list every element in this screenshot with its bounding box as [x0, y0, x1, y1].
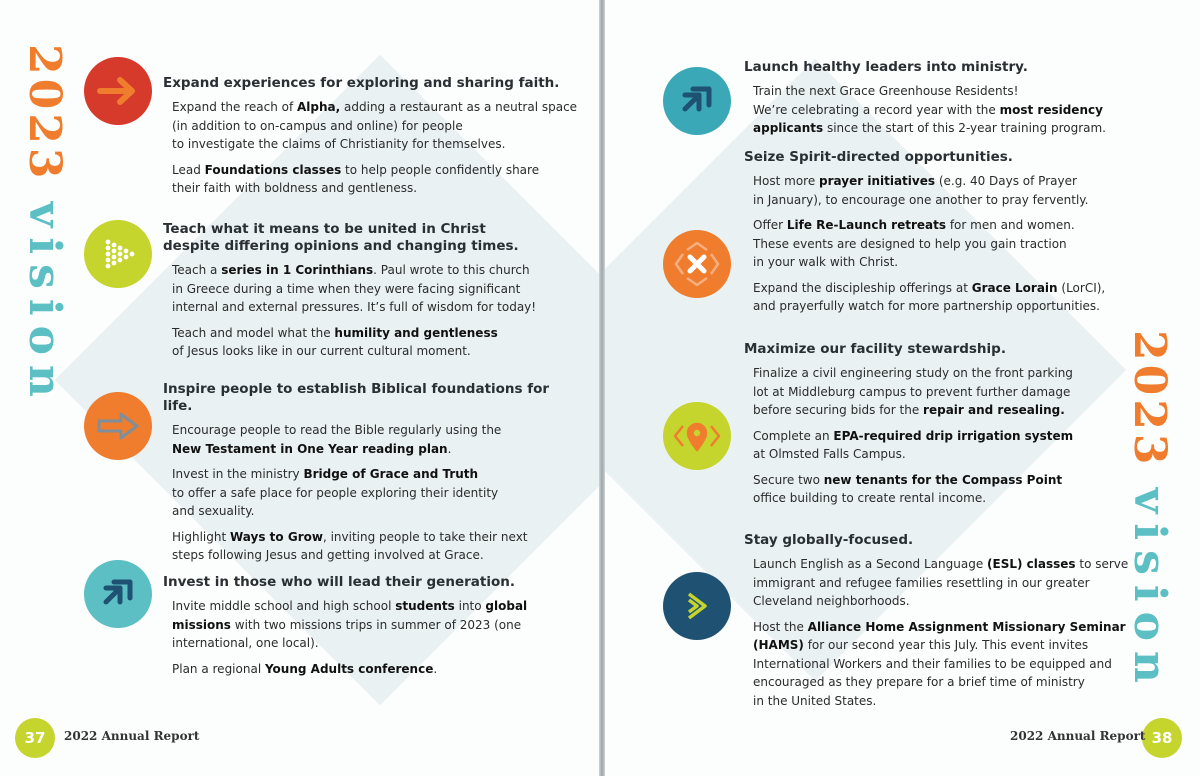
cross-chevrons-icon [663, 230, 731, 298]
highlight-text: EPA-required drip irrigation system [833, 428, 1074, 443]
highlight-text: students [395, 599, 455, 613]
title-word: vision [19, 201, 70, 407]
left-section-1-paragraph-2: Lead Foundations classes to help people confidently share their faith with boldness and gentleness. [172, 162, 540, 195]
right-page [605, 0, 1200, 776]
title-word: vision [1124, 487, 1175, 693]
left-section-2 [163, 221, 583, 368]
right-section-2 [744, 149, 1164, 323]
left-section-3-heading: Inspire people to establish Biblical foundations for life. [163, 381, 550, 414]
right-section-3 [744, 341, 1164, 515]
left-section-3-paragraph-3: Highlight Ways to Grow, inviting people to take their next steps following Jesus and getting involved at Grace. [172, 529, 528, 562]
location-pin-icon [663, 402, 731, 470]
highlight-text: Grace Lorain [971, 280, 1058, 295]
highlight-text: (ESL) classes [987, 557, 1076, 571]
highlight-text: series in 1 Corinthians [221, 263, 374, 277]
right-section-1-paragraph-1: Train the next Grace Greenhouse Residents! We’re celebrating a record year with the most residency applicants since the start of this 2-year training program. [753, 84, 1106, 135]
right-section-2-paragraph-3: Expand the discipleship offerings at Grace Lorain (LorCI), and prayerfully watch for more partnership opportunities. [753, 280, 1106, 313]
chevron-arrows-icon [84, 560, 152, 628]
right-section-2-heading: Seize Spirit-directed opportunities. [744, 149, 1013, 165]
left-page [0, 0, 599, 776]
highlight-text: global [485, 599, 528, 613]
right-section-2-paragraph-1: Host more prayer initiatives (e.g. 40 Days of Prayer in January), to encourage one another to pray fervently. [753, 174, 1089, 207]
right-section-1-heading: Launch healthy leaders into ministry. [744, 59, 1028, 75]
highlight-text: Bridge of Grace and Truth [303, 467, 479, 481]
highlight-text: repair and resealing. [923, 403, 1065, 417]
right-section-4-heading: Stay globally-focused. [744, 532, 914, 548]
right-section-4 [744, 532, 1164, 717]
highlight-text: missions [172, 617, 231, 632]
highlight-text: New Testament in One Year reading plan [172, 441, 448, 456]
right-section-3-paragraph-1: Finalize a civil engineering study on the front parking lot at Middleburg campus to prevent further damage before securing bids for the repair and resealing. [753, 366, 1073, 417]
footer-label-right: 2022 Annual Report [1010, 729, 1146, 743]
arrow-right-icon [84, 57, 152, 125]
left-section-1-heading: Expand experiences for exploring and sharing faith. [163, 75, 560, 91]
right-section-3-paragraph-2: Complete an EPA-required drip irrigation system at Olmsted Falls Campus. [753, 428, 1074, 461]
left-section-4-paragraph-1: Invite middle school and high school students into global missions with two missions trips in summer of 2023 (one international, one local). [172, 599, 528, 650]
highlight-text: Young Adults conference [264, 661, 434, 676]
chevron-right-icon [663, 572, 731, 640]
highlight-text: Foundations classes [204, 162, 342, 177]
highlight-text: applicants [753, 121, 824, 135]
chevron-arrows-icon [663, 67, 731, 135]
right-section-3-paragraph-3: Secure two new tenants for the Compass Point office building to create rental income. [753, 472, 1063, 505]
left-section-2-paragraph-1: Teach a series in 1 Corinthians. Paul wrote to this church in Greece during a time when they were facing significant internal and external pressures. It’s full of wisdom for today! [172, 263, 537, 314]
left-section-2-heading: Teach what it means to be united in Christ despite differing opinions and changing times. [163, 221, 519, 254]
highlight-text: Alpha, [297, 100, 341, 114]
dot-triangle-icon [84, 220, 152, 288]
left-section-3 [163, 381, 583, 572]
right-section-3-heading: Maximize our facility stewardship. [744, 341, 1006, 357]
left-section-1 [163, 75, 583, 205]
left-section-4 [163, 574, 583, 685]
footer-label-left: 2022 Annual Report [64, 729, 200, 743]
page-number-left: 37 [15, 718, 55, 758]
highlight-text: most residency [999, 102, 1103, 117]
right-section-1 [744, 59, 1164, 145]
highlight-text: Alliance Home Assignment Missionary Seminar [807, 619, 1126, 634]
highlight-text: humility and gentleness [334, 325, 498, 340]
left-section-4-heading: Invest in those who will lead their generation. [163, 574, 515, 590]
highlight-text: prayer initiatives [819, 174, 936, 188]
page-number-right: 38 [1142, 718, 1182, 758]
left-section-3-paragraph-1: Encourage people to read the Bible regularly using the New Testament in One Year reading plan. [172, 423, 502, 456]
vertical-title [19, 44, 70, 407]
highlight-text: Life Re-Launch retreats [786, 218, 946, 232]
title-year: 2023 [19, 44, 70, 183]
right-section-4-paragraph-1: Launch English as a Second Language (ESL) classes to serve immigrant and refugee families resettling in our greater Cleveland neighborhoods. [753, 557, 1129, 608]
highlight-text: new tenants for the Compass Point [823, 472, 1063, 487]
right-section-2-paragraph-2: Offer Life Re-Launch retreats for men and women. These events are designed to help you gain traction in your walk with Christ. [753, 218, 1075, 269]
left-section-1-paragraph-1: Expand the reach of Alpha, adding a restaurant as a neutral space (in addition to on-campus and online) for people to investigate the claims of Christianity for themselves. [172, 100, 578, 151]
left-section-2-paragraph-2: Teach and model what the humility and gentleness of Jesus looks like in our current cultural moment. [172, 325, 498, 358]
title-year: 2023 [1124, 330, 1175, 469]
right-section-4-paragraph-2: Host the Alliance Home Assignment Missionary Seminar (HAMS) for our second year this July. This event invites International Workers and their families to be equipped and encouraged as they prepare for a brief time of ministry in the United States. [753, 619, 1126, 708]
highlight-text: Ways to Grow [230, 529, 323, 544]
outline-arrow-icon [84, 392, 152, 460]
left-section-4-paragraph-2: Plan a regional Young Adults conference. [172, 661, 438, 676]
highlight-text: (HAMS) [753, 638, 804, 652]
left-section-3-paragraph-2: Invest in the ministry Bridge of Grace and Truth to offer a safe place for people exploring their identity and sexuality. [172, 467, 499, 518]
